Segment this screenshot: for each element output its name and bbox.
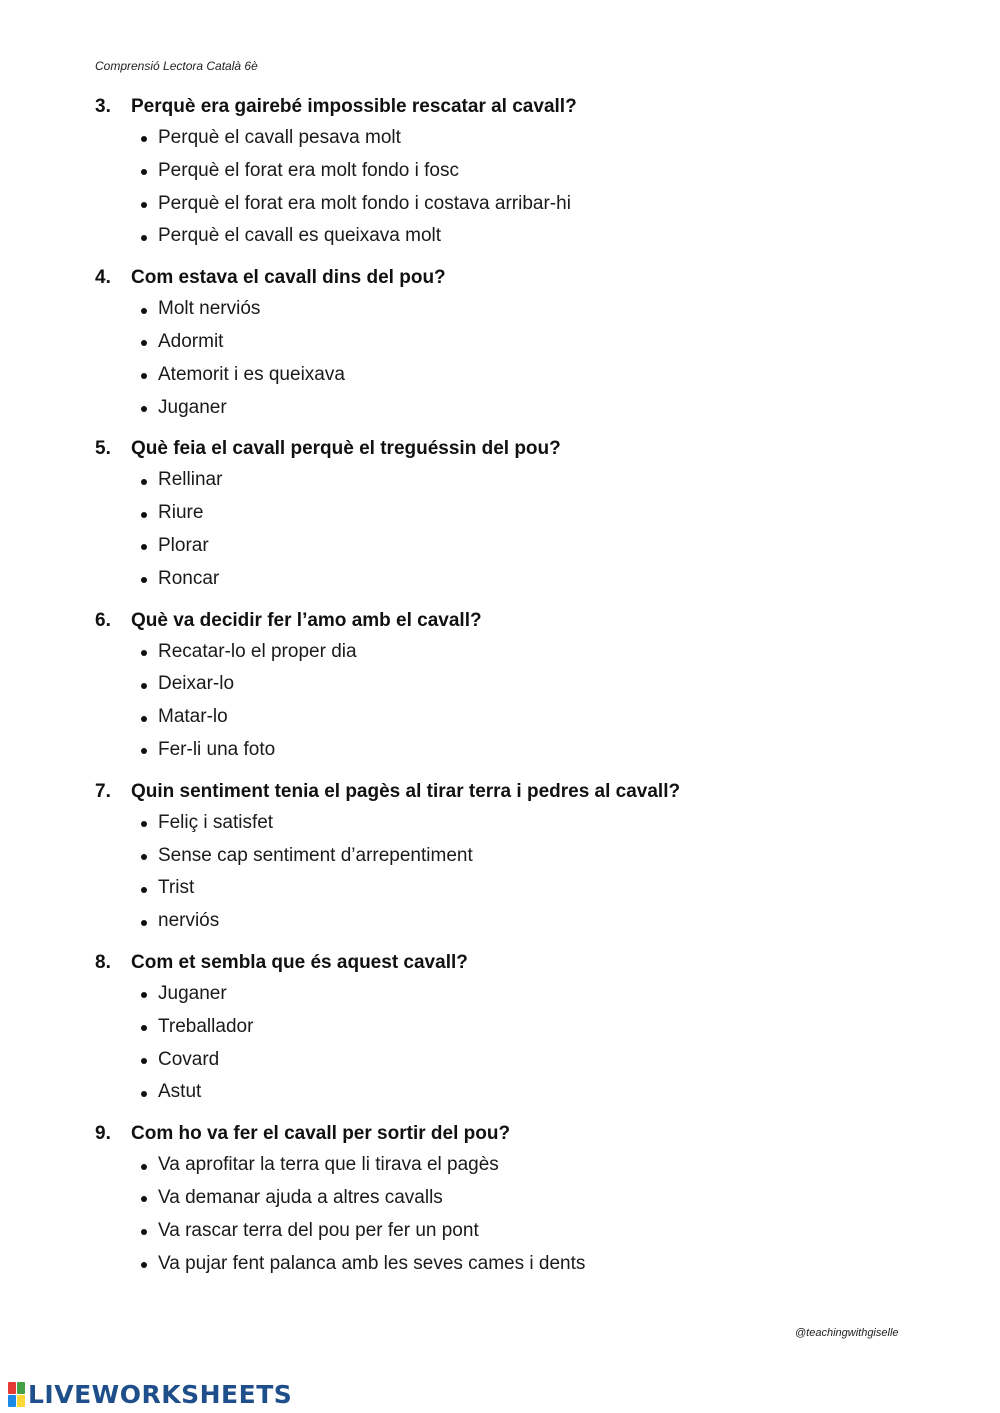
bullet-icon	[141, 479, 147, 485]
question-text: Perquè era gairebé impossible rescatar al cavall?	[131, 96, 577, 117]
answer-option-label: Perquè el forat era molt fondo i fosc	[158, 159, 459, 181]
liveworksheets-footer[interactable]	[8, 1380, 292, 1409]
logo-square	[17, 1382, 25, 1394]
answer-option[interactable]	[141, 701, 915, 734]
bullet-icon	[141, 1196, 147, 1202]
answer-option-label: Juganer	[158, 396, 227, 418]
answer-option-label: Atemorit i es queixava	[158, 363, 345, 385]
answer-option-label: Riure	[158, 502, 204, 524]
question-title	[95, 1119, 915, 1149]
question-title	[95, 948, 915, 978]
bullet-icon	[141, 1091, 147, 1097]
question-item	[95, 92, 915, 253]
answer-option[interactable]	[141, 1011, 915, 1044]
question-text: Com et sembla que és aquest cavall?	[131, 951, 468, 973]
answer-option[interactable]	[141, 840, 915, 873]
question-number: 8.	[95, 951, 111, 973]
question-item	[95, 434, 915, 595]
answer-option[interactable]	[141, 636, 915, 669]
answer-option[interactable]	[141, 563, 915, 596]
answer-option-label: Recatar-lo el proper dia	[158, 640, 357, 662]
question-text: Quin sentiment tenia el pagès al tirar terra i pedres al cavall?	[131, 780, 681, 802]
bullet-icon	[141, 854, 147, 860]
answer-options	[95, 1149, 915, 1280]
liveworksheets-logo-icon	[8, 1382, 25, 1407]
bullet-icon	[141, 340, 147, 346]
answer-option[interactable]	[141, 734, 915, 767]
answer-option-label: Juganer	[158, 982, 227, 1004]
page-header: Comprensió Lectora Català 6è	[95, 59, 258, 73]
question-item	[95, 606, 915, 767]
answer-option-label: Roncar	[158, 567, 220, 589]
answer-option-label: Va aprofitar la terra que li tirava el pagès	[158, 1154, 499, 1176]
answer-option-label: Plorar	[158, 534, 209, 556]
answer-option-label: Feliç i satisfet	[158, 811, 274, 833]
answer-option-label: Perquè el cavall es queixava molt	[158, 225, 442, 247]
bullet-icon	[141, 1025, 147, 1031]
logo-square	[8, 1395, 16, 1407]
answer-option[interactable]	[141, 1248, 915, 1281]
answer-option[interactable]	[141, 1044, 915, 1077]
logo-square	[8, 1382, 16, 1394]
answer-option-label: Va rascar terra del pou per fer un pont	[158, 1219, 479, 1241]
question-number: 9.	[95, 1123, 111, 1145]
answer-option-label: Sense cap sentiment d’arrepentiment	[158, 844, 473, 866]
answer-option[interactable]	[141, 464, 915, 497]
bullet-icon	[141, 577, 147, 583]
answer-option[interactable]	[141, 530, 915, 563]
question-item	[95, 777, 915, 938]
question-item	[95, 1119, 915, 1280]
answer-option-label: Rellinar	[158, 469, 223, 491]
bullet-icon	[141, 821, 147, 827]
answer-options	[95, 122, 915, 253]
bullet-icon	[141, 169, 147, 175]
question-title	[95, 92, 915, 122]
question-title	[95, 263, 915, 293]
answer-option[interactable]	[141, 905, 915, 938]
bullet-icon	[141, 235, 147, 241]
bullet-icon	[141, 650, 147, 656]
question-title	[95, 777, 915, 807]
bullet-icon	[141, 1262, 147, 1268]
answer-options	[95, 636, 915, 767]
question-text: Què va decidir fer l’amo amb el cavall?	[131, 609, 482, 631]
bullet-icon	[141, 136, 147, 142]
answer-option[interactable]	[141, 807, 915, 840]
bullet-icon	[141, 887, 147, 893]
bullet-icon	[141, 1229, 147, 1235]
bullet-icon	[141, 1058, 147, 1064]
answer-option[interactable]	[141, 1149, 915, 1182]
answer-option-label: Va pujar fent palanca amb les seves cames i dents	[158, 1252, 586, 1274]
answer-option-label: Adormit	[158, 330, 224, 352]
bullet-icon	[141, 373, 147, 379]
answer-option-label: nerviós	[158, 910, 220, 932]
answer-option[interactable]	[141, 155, 915, 188]
answer-option[interactable]	[141, 359, 915, 392]
question-number: 3.	[95, 96, 111, 117]
question-number: 5.	[95, 438, 111, 460]
question-text: Què feia el cavall perquè el treguéssin del pou?	[131, 438, 561, 460]
answer-option[interactable]	[141, 668, 915, 701]
bullet-icon	[141, 716, 147, 722]
answer-options	[95, 464, 915, 595]
logo-square	[17, 1395, 25, 1407]
author-credit: @teachingwithgiselle	[795, 1327, 899, 1339]
answer-option-label: Va demanar ajuda a altres cavalls	[158, 1186, 443, 1208]
question-number: 4.	[95, 267, 111, 289]
answer-option[interactable]	[141, 1182, 915, 1215]
brand-name: LIVEWORKSHEETS	[28, 1380, 293, 1409]
answer-options	[95, 978, 915, 1109]
answer-options	[95, 293, 915, 424]
answer-option-label: Trist	[158, 877, 195, 899]
answer-option[interactable]	[141, 978, 915, 1011]
question-number: 7.	[95, 780, 111, 802]
answer-option-label: Molt nerviós	[158, 298, 261, 320]
bullet-icon	[141, 308, 147, 314]
answer-options	[95, 807, 915, 938]
question-title	[95, 606, 915, 636]
answer-option[interactable]	[141, 1215, 915, 1248]
question-item	[95, 263, 915, 424]
bullet-icon	[141, 683, 147, 689]
bullet-icon	[141, 406, 147, 412]
bullet-icon	[141, 544, 147, 550]
bullet-icon	[141, 1164, 147, 1170]
answer-option-label: Perquè el cavall pesava molt	[158, 127, 401, 148]
answer-option-label: Deixar-lo	[158, 673, 235, 695]
bullet-icon	[141, 748, 147, 754]
answer-option[interactable]	[141, 326, 915, 359]
bullet-icon	[141, 202, 147, 208]
question-text: Com ho va fer el cavall per sortir del pou?	[131, 1123, 511, 1145]
bullet-icon	[141, 992, 147, 998]
bullet-icon	[141, 920, 147, 926]
answer-option-label: Treballador	[158, 1015, 254, 1037]
question-item	[95, 948, 915, 1109]
bullet-icon	[141, 512, 147, 518]
question-text: Com estava el cavall dins del pou?	[131, 267, 446, 289]
question-title	[95, 434, 915, 464]
answer-option[interactable]	[141, 122, 915, 155]
answer-option[interactable]	[141, 1076, 915, 1109]
answer-option-label: Matar-lo	[158, 706, 228, 728]
answer-option[interactable]	[141, 872, 915, 905]
answer-option[interactable]	[141, 220, 915, 253]
answer-option-label: Covard	[158, 1048, 220, 1070]
answer-option[interactable]	[141, 293, 915, 326]
question-number: 6.	[95, 609, 111, 631]
answer-option-label: Perquè el forat era molt fondo i costava arribar-hi	[158, 192, 571, 214]
answer-option[interactable]	[141, 392, 915, 425]
answer-option-label: Astut	[158, 1081, 202, 1103]
answer-option[interactable]	[141, 188, 915, 221]
question-list	[95, 92, 915, 1290]
answer-option[interactable]	[141, 497, 915, 530]
answer-option-label: Fer-li una foto	[158, 738, 276, 760]
